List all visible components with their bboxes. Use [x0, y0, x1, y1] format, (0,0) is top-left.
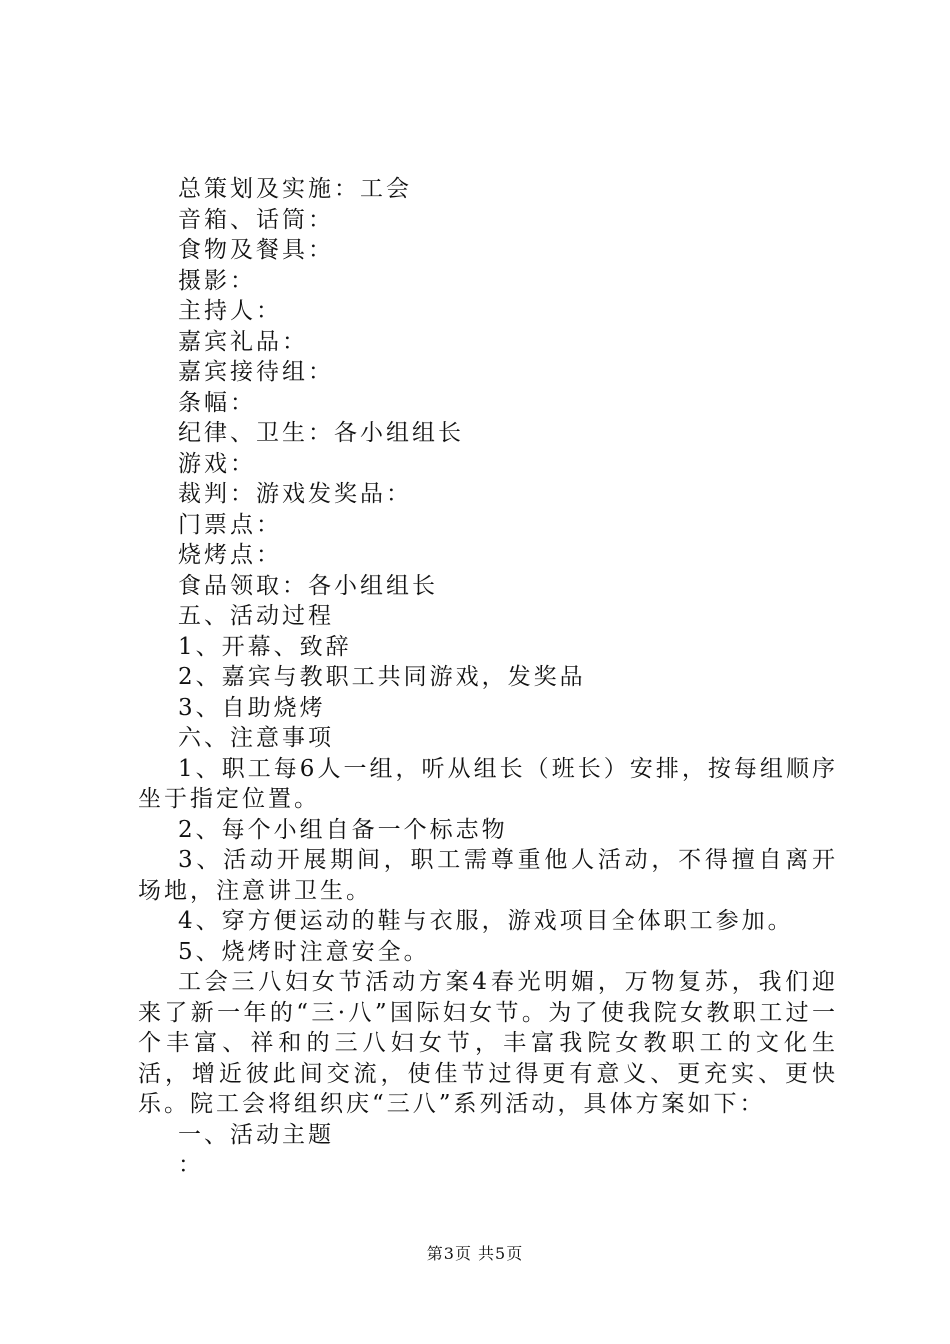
paragraph: ： [178, 1152, 204, 1178]
list-item: 4、穿方便运动的鞋与衣服，游戏项目全体职工参加。 [178, 908, 794, 934]
paragraph: 摄影： [178, 267, 256, 294]
paragraph: 工会三八妇女节活动方案4春光明媚，万物复苏，我们迎来了新一年的“三·八”国际妇女节。为了使我院女教职工过一个丰富、祥和的三八妇女节，丰富我院女教职工的文化生活，增近彼此间交流，使佳节过得更有意义、更充实、更快乐。院工会将组织庆“三八”系列活动，具体方案如下： [138, 969, 838, 1117]
paragraph: 纪律、卫生：各小组组长 [178, 420, 464, 446]
document-body [138, 174, 838, 1181]
paragraph: 食物及餐具： [178, 237, 334, 263]
paragraph: 烧烤点： [178, 542, 282, 568]
paragraph: 门票点： [178, 511, 282, 538]
section-heading: 五、活动过程 [178, 603, 334, 629]
paragraph: 主持人： [178, 298, 282, 324]
section-heading: 一、活动主题 [178, 1121, 334, 1148]
list-item: 1、职工每6人一组，听从组长（班长）安排，按每组顺序坐于指定位置。 [138, 755, 838, 812]
paragraph: 嘉宾礼品： [178, 328, 308, 355]
list-item: 2、每个小组自备一个标志物 [178, 816, 508, 843]
paragraph: 音箱、话筒： [178, 206, 334, 233]
paragraph: 游戏： [178, 450, 256, 477]
list-item: 2、嘉宾与教职工共同游戏，发奖品 [178, 664, 586, 690]
section-heading: 六、注意事项 [178, 725, 334, 751]
list-item: 3、活动开展期间，职工需尊重他人活动，不得擅自离开场地，注意讲卫生。 [138, 847, 838, 904]
paragraph: 食品领取：各小组组长 [178, 572, 438, 599]
paragraph: 条幅： [178, 389, 256, 416]
page-number-footer: 第3页 共5页 [426, 1244, 524, 1263]
paragraph: 裁判：游戏发奖品： [178, 481, 412, 507]
list-item: 3、自助烧烤 [178, 694, 326, 721]
paragraph: 嘉宾接待组： [178, 359, 334, 385]
list-item: 1、开幕、致辞 [178, 633, 352, 660]
paragraph: 总策划及实施：工会 [178, 176, 412, 202]
list-item: 5、烧烤时注意安全。 [178, 938, 430, 965]
